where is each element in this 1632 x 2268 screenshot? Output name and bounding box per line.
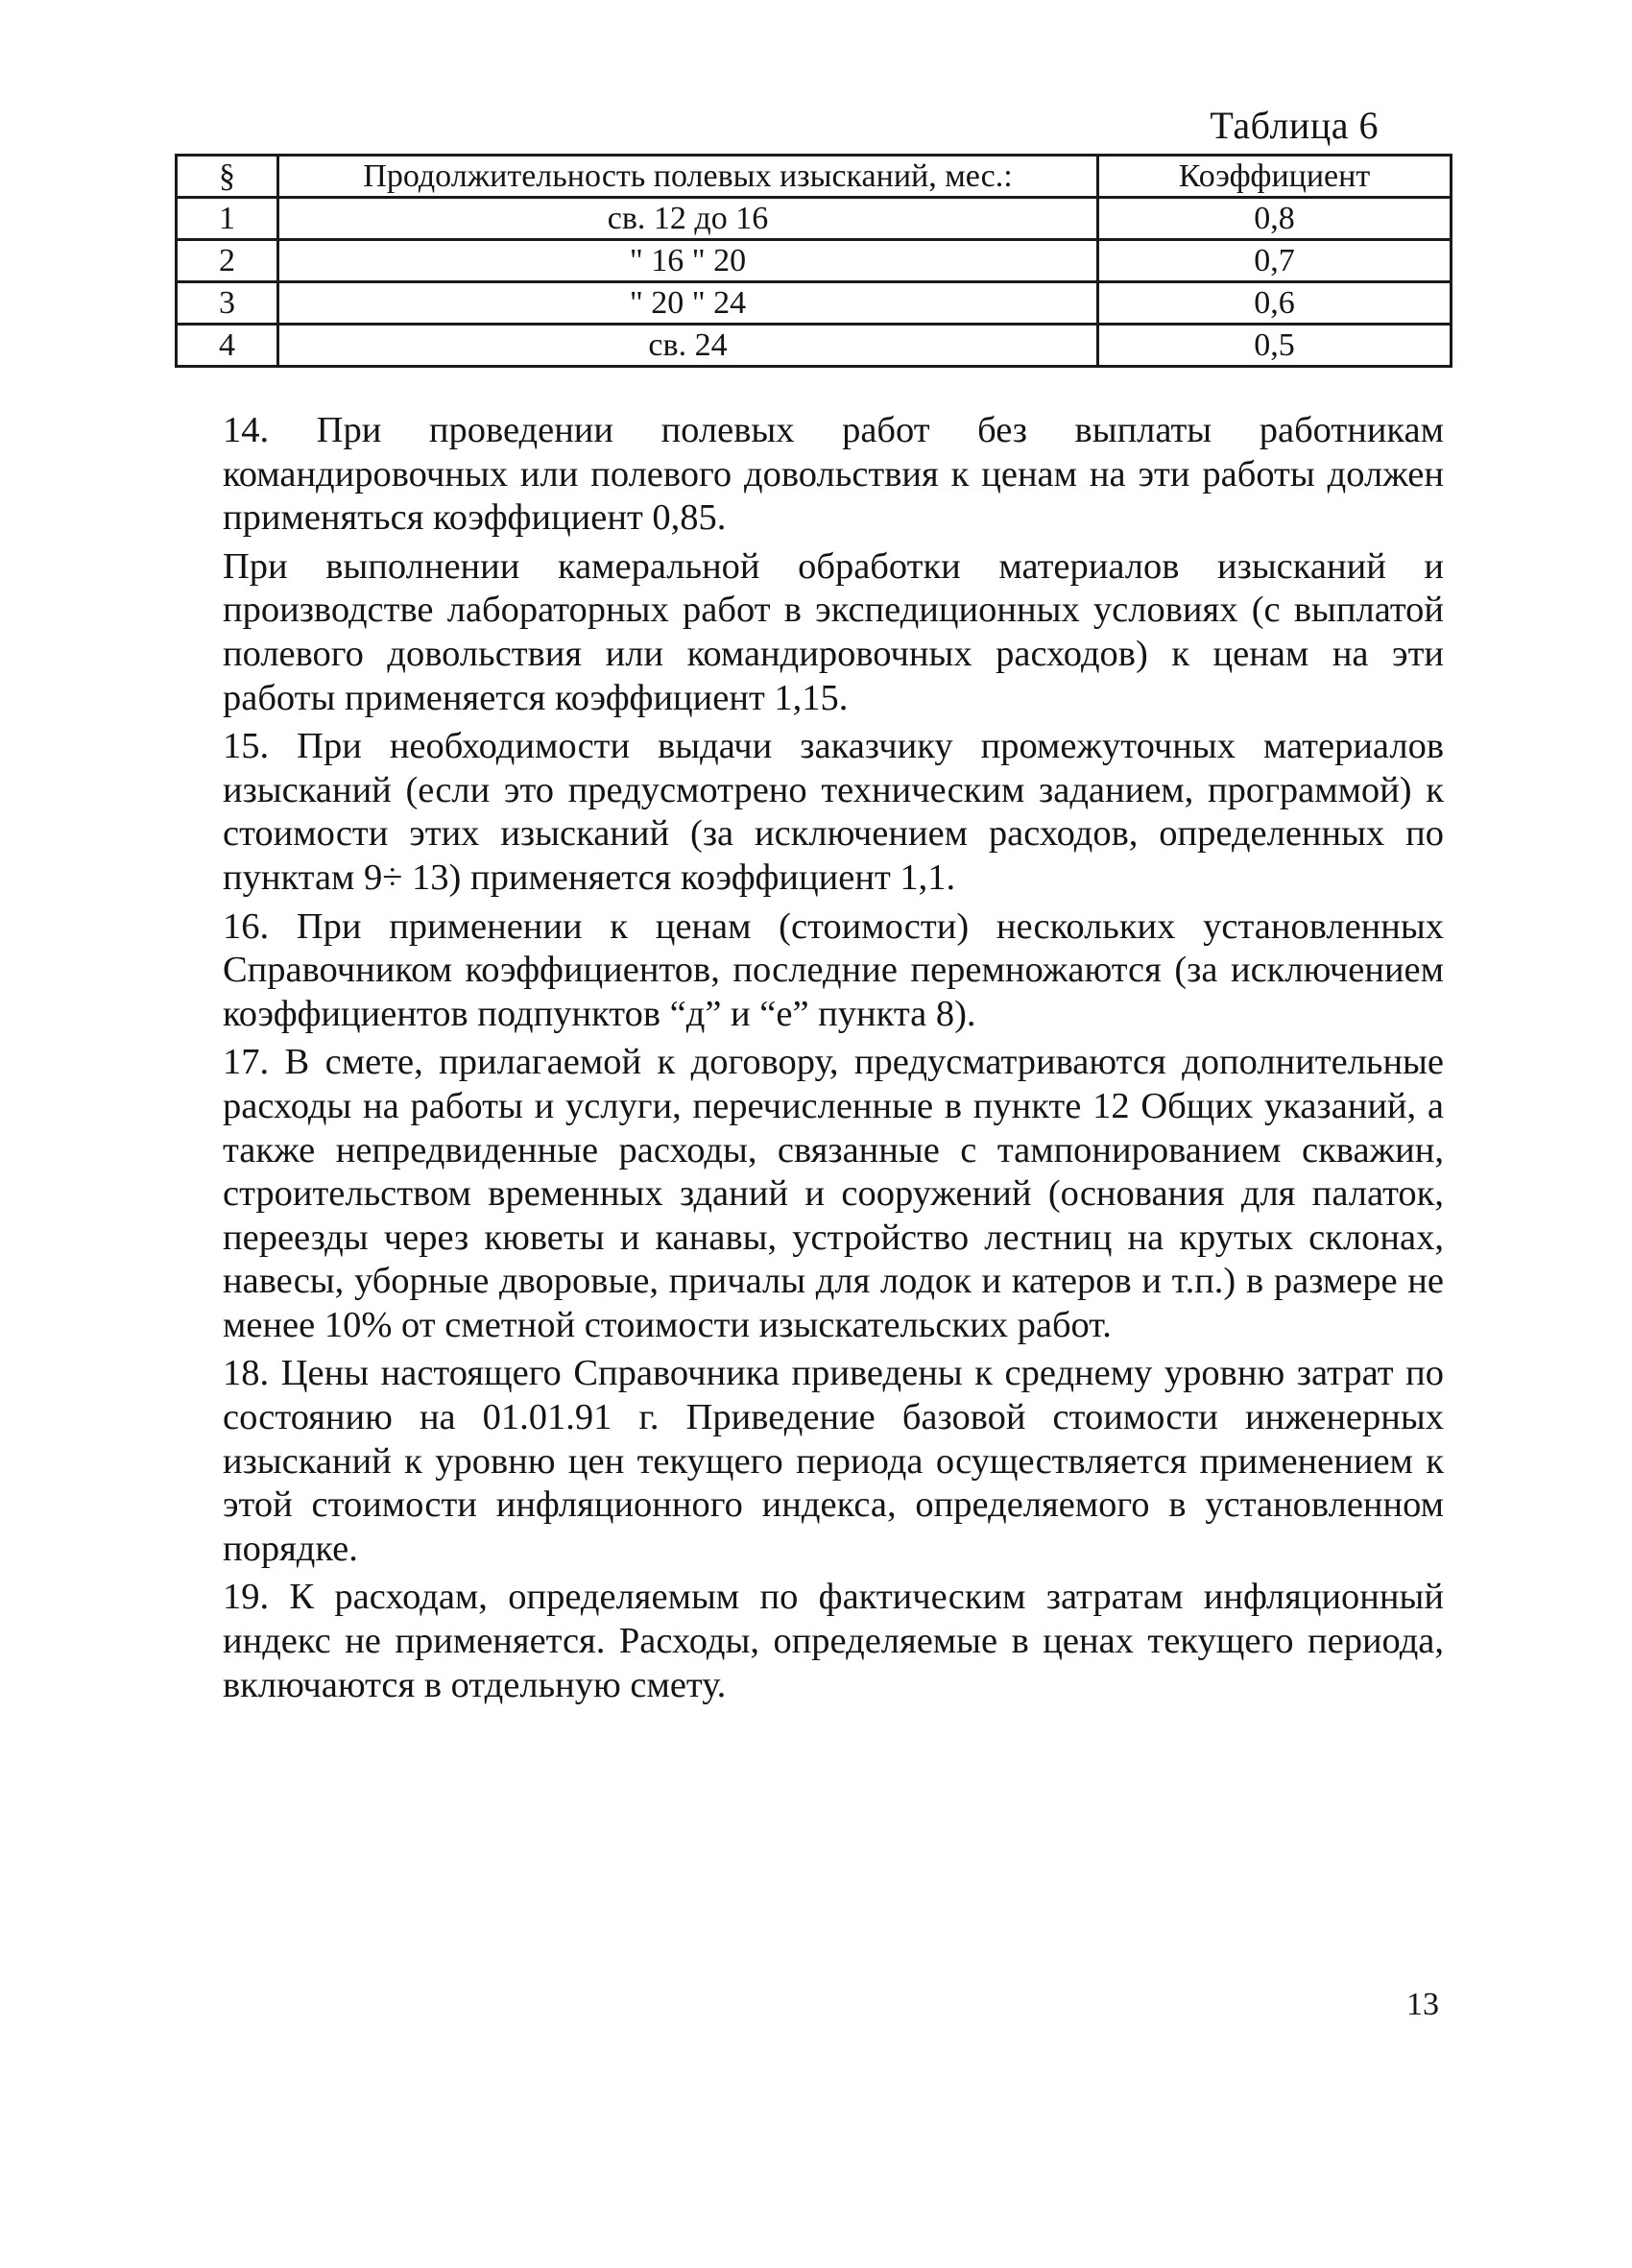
row-number: 1 [177, 198, 278, 240]
row-number: 3 [177, 282, 278, 325]
table-header-row [177, 156, 1452, 198]
paragraph-19: 19. К расходам, определяемым по фактическим затратам инфляционный индекс не применяется. Расходы, определяемые в ценах текущего периода, включаются в отдельную смету. [223, 1577, 1444, 1705]
row-number: 2 [177, 240, 278, 282]
paragraph-14-continued: При выполнении камеральной обработки материалов изысканий и производстве лабораторных работ в экспедиционных условиях (с выплатой полевого довольствия или командировочных расходов) к ценам на эти работы применяется коэффициент 1,15. [223, 545, 1444, 718]
header-coefficient: Коэффициент [1098, 156, 1452, 198]
row-duration: св. 24 [278, 325, 1098, 367]
row-duration: " 20 " 24 [278, 282, 1098, 325]
row-duration: св. 12 до 16 [278, 198, 1098, 240]
row-coefficient: 0,8 [1098, 198, 1452, 240]
table-row [177, 282, 1452, 325]
table-caption: Таблица 6 [1210, 104, 1379, 147]
paragraph-14: 14. При проведении полевых работ без выплаты работникам командировочных или полевого довольствия к ценам на эти работы должен применяться коэффициент 0,85. [223, 410, 1444, 539]
paragraph-17: 17. В смете, прилагаемой к договору, предусматриваются дополнительные расходы на работы и услуги, перечисленные в пункте 12 Общих указаний, а также непредвиденные расходы, связанные с тампонированием скважин, строительством временных зданий и сооружений (основания для палаток, переезды через кюветы и канавы, устройство лестниц на крутых склонах, навесы, уборные дворовые, причалы для лодок и катеров и т.п.) в размере не менее 10% от сметной стоимости изыскательских работ. [223, 1042, 1444, 1345]
header-duration: Продолжительность полевых изысканий, мес.: [278, 156, 1098, 198]
body-text [223, 409, 1444, 1712]
table-row [177, 198, 1452, 240]
row-coefficient: 0,6 [1098, 282, 1452, 325]
header-number: § [177, 156, 278, 198]
table-row [177, 240, 1452, 282]
coefficient-table [175, 154, 1452, 368]
page-number: 13 [1406, 1987, 1439, 2022]
table-row [177, 325, 1452, 367]
paragraph-15: 15. При необходимости выдачи заказчику промежуточных материалов изысканий (если это предусмотрено техническим заданием, программой) к стоимости этих изысканий (за исключением расходов, определенных по пунктам 9÷ 13) применяется коэффициент 1,1. [223, 726, 1444, 898]
paragraph-16: 16. При применении к ценам (стоимости) нескольких установленных Справочником коэффициентов, последние перемножаются (за исключением коэффициентов подпунктов “д” и “е” пункта 8). [223, 905, 1444, 1034]
paragraph-18: 18. Цены настоящего Справочника приведены к среднему уровню затрат по состоянию на 01.01.91 г. Приведение базовой стоимости инженерных изысканий к уровню цен текущего периода осуществляется применением к этой стоимости инфляционного индекса, определяемого в установленном порядке. [223, 1353, 1444, 1569]
row-number: 4 [177, 325, 278, 367]
row-duration: " 16 " 20 [278, 240, 1098, 282]
row-coefficient: 0,5 [1098, 325, 1452, 367]
row-coefficient: 0,7 [1098, 240, 1452, 282]
